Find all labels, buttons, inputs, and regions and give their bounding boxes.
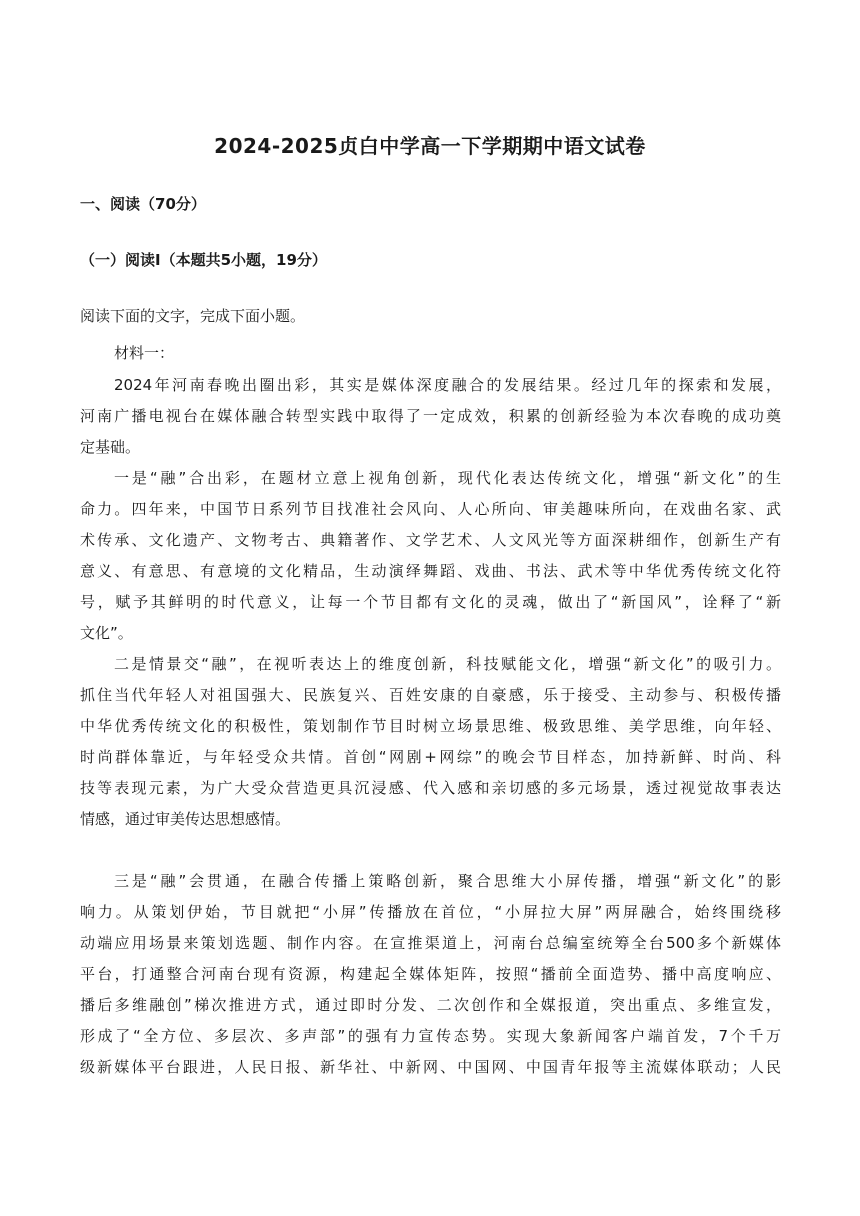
- paragraph-line: 一是“融”合出彩，在题材立意上视角创新，现代化表达传统文化，增强“新文化”的生: [114, 469, 781, 487]
- paragraph-line: 意义、有意思、有意境的文化精品，生动演绎舞蹈、戏曲、书法、武术等中华优秀传统文化符: [80, 562, 781, 580]
- paragraph-line: 播后多维融创”梯次推进方式，通过即时分发、二次创作和全媒报道，突出重点、多维宣发，: [80, 996, 781, 1014]
- paragraph-line: 中华优秀传统文化的积极性，策划制作节目时树立场景思维、极致思维、美学思维，向年轻、: [80, 717, 781, 735]
- exam-title: 2024-2025贞白中学高一下学期期中语文试卷: [214, 134, 646, 158]
- paragraph-line: 三是“融”会贯通，在融合传播上策略创新，聚合思维大小屏传播，增强“新文化”的影: [114, 872, 781, 890]
- paragraph-line: 情感，通过审美传达思想感情。: [80, 810, 291, 828]
- paragraph-line: 平台，打通整合河南台现有资源，构建起全媒体矩阵，按照“播前全面造势、播中高度响应、: [80, 965, 781, 983]
- paragraph-line: 抓住当代年轻人对祖国强大、民族复兴、百姓安康的自豪感，乐于接受、主动参与、积极传播: [80, 686, 781, 704]
- paragraph-line: 技等表现元素，为广大受众营造更具沉浸感、代入感和亲切感的多元场景，透过视觉故事表达: [80, 779, 781, 797]
- material-label: 材料一：: [114, 344, 175, 362]
- paragraph-line: 级新媒体平台跟进，人民日报、新华社、中新网、中国网、中国青年报等主流媒体联动；人民: [80, 1058, 781, 1076]
- paragraph-line: 术传承、文化遗产、文物考古、典籍著作、文学艺术、人文风光等方面深耕细作，创新生产有: [80, 531, 781, 549]
- sub-heading: （一）阅读Ⅰ（本题共5小题，19分）: [80, 251, 327, 269]
- section-heading: 一、阅读（70分）: [80, 195, 206, 213]
- paragraph-line: 命力。四年来，中国节日系列节目找准社会风向、人心所向、审美趣味所向，在戏曲名家、武: [80, 500, 781, 518]
- paragraph-line: 时尚群体靠近，与年轻受众共情。首创“网剧+网综”的晚会节目样态，加持新鲜、时尚、科: [80, 748, 781, 766]
- paragraph-line: 动端应用场景来策划选题、制作内容。在宣推渠道上，河南台总编室统筹全台500多个新媒体: [80, 934, 781, 952]
- paragraph-line: 文化”。: [80, 624, 133, 642]
- paragraph-line: 2024年河南春晚出圈出彩，其实是媒体深度融合的发展结果。经过几年的探索和发展，: [114, 376, 781, 394]
- paragraph-line: 形成了“全方位、多层次、多声部”的强有力宣传态势。实现大象新闻客户端首发，7个千万: [80, 1027, 781, 1045]
- paragraph-line: 号，赋予其鲜明的时代意义，让每一个节目都有文化的灵魂，做出了“新国风”，诠释了“新: [80, 593, 781, 611]
- paragraph-line: 河南广播电视台在媒体融合转型实践中取得了一定成效，积累的创新经验为本次春晚的成功奠: [80, 407, 781, 425]
- instructions: 阅读下面的文字，完成下面小题。: [80, 307, 306, 325]
- paragraph-line: 二是情景交“融”，在视听表达上的维度创新，科技赋能文化，增强“新文化”的吸引力。: [114, 655, 781, 673]
- paragraph-line: 响力。从策划伊始，节目就把“小屏”传播放在首位，“小屏拉大屏”两屏融合，始终围绕移: [80, 903, 781, 921]
- paragraph-line: 定基础。: [80, 438, 141, 456]
